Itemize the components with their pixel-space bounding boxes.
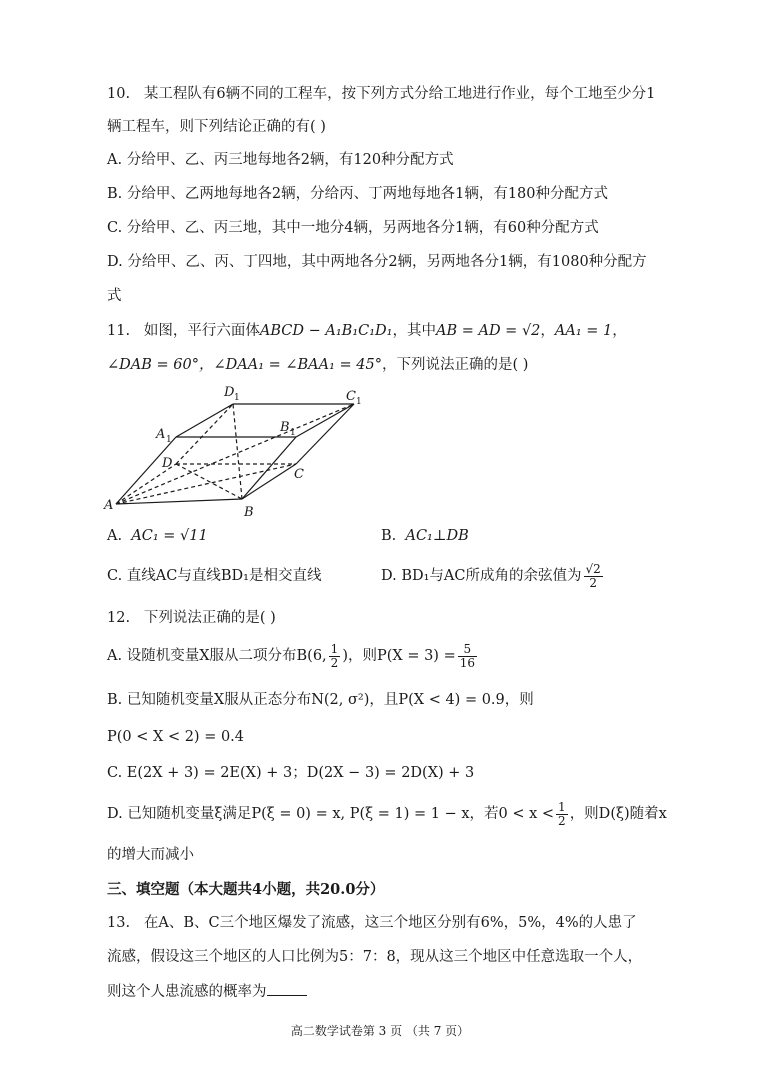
q10-option-d-1: D. 分给甲、乙、丙、丁四地，其中两地各分2辆，另两地各分1辆，有1080种分配方: [107, 254, 647, 270]
q12-option-a: [107, 638, 479, 674]
q12-option-a-fraction: [458, 643, 477, 670]
q10-option-c: C. 分给甲、乙、丙三地，其中一地分4辆，另两地各分1辆，有60种分配方式: [107, 220, 599, 236]
q11-line2: [107, 355, 528, 375]
q11-line1: [107, 321, 627, 341]
q11-option-c: C. 直线AC与直线BD₁是相交直线: [107, 568, 322, 584]
q11-stem-a: 如图，平行六面体: [143, 323, 260, 339]
q12-option-a-half-num: 1: [330, 641, 339, 656]
q11-option-b: [381, 526, 469, 546]
q11-cond-1: AB = AD = √2: [435, 323, 541, 339]
q10-stem-2: 辆工程车，则下列结论正确的有( ): [107, 119, 326, 135]
q12-option-a-half: [329, 643, 341, 670]
label-a1-sub: 1: [166, 435, 172, 445]
edge-cc1: [296, 404, 354, 464]
q13-line2: 流感，假设这三个地区的人口比例为5：7：8，现从这三个地区中任意选取一个人，: [107, 949, 643, 965]
q11-stem-c: ，下列说法正确的是( ): [382, 357, 529, 373]
q11-option-b-label: B.: [381, 528, 397, 544]
q12-option-d-2: 的增大而减小: [107, 847, 194, 863]
q12-option-d-fraction: [556, 801, 568, 828]
label-a: A: [104, 498, 114, 513]
q10-line1: [107, 84, 655, 104]
q10-option-a: A. 分给甲、乙、丙三地每地各2辆，有120种分配方式: [107, 152, 454, 168]
q11-option-a-label: A.: [107, 528, 123, 544]
q13-answer-blank[interactable]: [267, 981, 307, 996]
q12-option-c: C. E(2X + 3) = 2E(X) + 3；D(2X − 3) = 2D(X) + 3: [107, 765, 475, 781]
q12-option-a-mid: )，则P(X = 3) =: [342, 648, 456, 664]
label-a1: A: [156, 427, 166, 442]
q13-line1: [107, 913, 637, 933]
q12-option-d-1: [107, 796, 667, 832]
label-c1-sub: 1: [356, 397, 362, 407]
q11-number: 11.: [107, 323, 131, 339]
diag-ac: [116, 464, 296, 504]
page-footer: 高二数学试卷第 3 页 （共 7 页）: [290, 1024, 470, 1038]
q11-stem-b: ，其中: [392, 323, 436, 339]
diag-db: [176, 464, 242, 499]
section-3-heading: 三、填空题（本大题共4小题，共20.0分）: [107, 881, 385, 898]
edge-bb1: [242, 437, 296, 499]
label-c: C: [294, 467, 304, 482]
q11-option-a: [107, 526, 208, 546]
label-b1-sub: 1: [290, 428, 296, 438]
q11-option-d-fraction: [584, 563, 603, 590]
q11-solid: ABCD − A₁B₁C₁D₁: [259, 323, 393, 339]
q11-option-d-den: 2: [589, 575, 597, 590]
q11-option-d: [381, 558, 605, 594]
q12-option-d-den: 2: [558, 813, 566, 828]
q12-option-d-num: 1: [558, 799, 566, 814]
q12-option-b-2: P(0 < X < 2) = 0.4: [107, 729, 245, 745]
q13-line-3-text: 则这个人患流感的概率为: [107, 984, 267, 1000]
q12-number: 12.: [107, 610, 131, 626]
q12-option-a-den: 16: [459, 655, 475, 670]
q10-option-b: B. 分给甲、乙两地每地各2辆，分给丙、丁两地每地各1辆，有180种分配方式: [107, 186, 608, 202]
label-d1-sub: 1: [234, 393, 240, 403]
q12-option-b-1: B. 已知随机变量X服从正态分布N(2, σ²)，且P(X < 4) = 0.9，则: [107, 692, 534, 708]
parallelepiped-figure: [100, 376, 380, 526]
q13-line-1-text: 在A、B、C三个地区爆发了流感，这三个地区分别有6%，5%，4%的人患了: [143, 915, 637, 931]
label-b1: B: [280, 420, 290, 435]
q12-option-a-half-den: 2: [330, 655, 339, 670]
edge-bc: [242, 464, 296, 499]
q11-cond-2: AA₁ = 1: [554, 323, 613, 339]
q13-number: 13.: [107, 915, 131, 931]
q11-cond-3: ∠DAB = 60°，∠DAA₁ = ∠BAA₁ = 45°: [107, 357, 382, 373]
q11-option-a-text: AC₁ = √11: [131, 528, 208, 544]
edge-a1d1: [176, 404, 233, 437]
label-b: B: [244, 505, 254, 520]
label-d1: D: [224, 385, 235, 400]
q13-line3: [107, 981, 307, 1002]
q10-number: 10.: [107, 86, 131, 102]
edge-b1c1: [296, 404, 354, 437]
q11-sep-2: ，: [612, 323, 627, 339]
q11-option-b-text: AC₁⊥DB: [405, 528, 469, 544]
label-d: D: [162, 456, 173, 471]
edge-dd1: [176, 404, 233, 464]
q12-option-a-num: 5: [458, 643, 477, 657]
q10-stem-1: 某工程队有6辆不同的工程车，按下列方式分给工地进行作业，每个工地至少分1: [143, 86, 656, 102]
q12-stem: 下列说法正确的是( ): [143, 610, 276, 626]
q12-option-a-pre: A. 设随机变量X服从二项分布B(6,: [107, 648, 327, 664]
q11-sep: ，: [540, 323, 555, 339]
q12-line1: [107, 608, 276, 628]
q12-option-d-pre: D. 已知随机变量ξ满足P(ξ = 0) = x, P(ξ = 1) = 1 − x，若0 < x <: [107, 806, 555, 822]
q11-option-d-num: √2: [585, 561, 601, 576]
q12-option-d-post: ，则D(ξ)随着x: [569, 806, 667, 822]
edge-ab: [116, 499, 242, 504]
label-c1: C: [346, 389, 356, 404]
q10-option-d-2: 式: [107, 288, 122, 304]
q11-option-d-text: D. BD₁与AC所成角的余弦值为: [381, 568, 582, 584]
